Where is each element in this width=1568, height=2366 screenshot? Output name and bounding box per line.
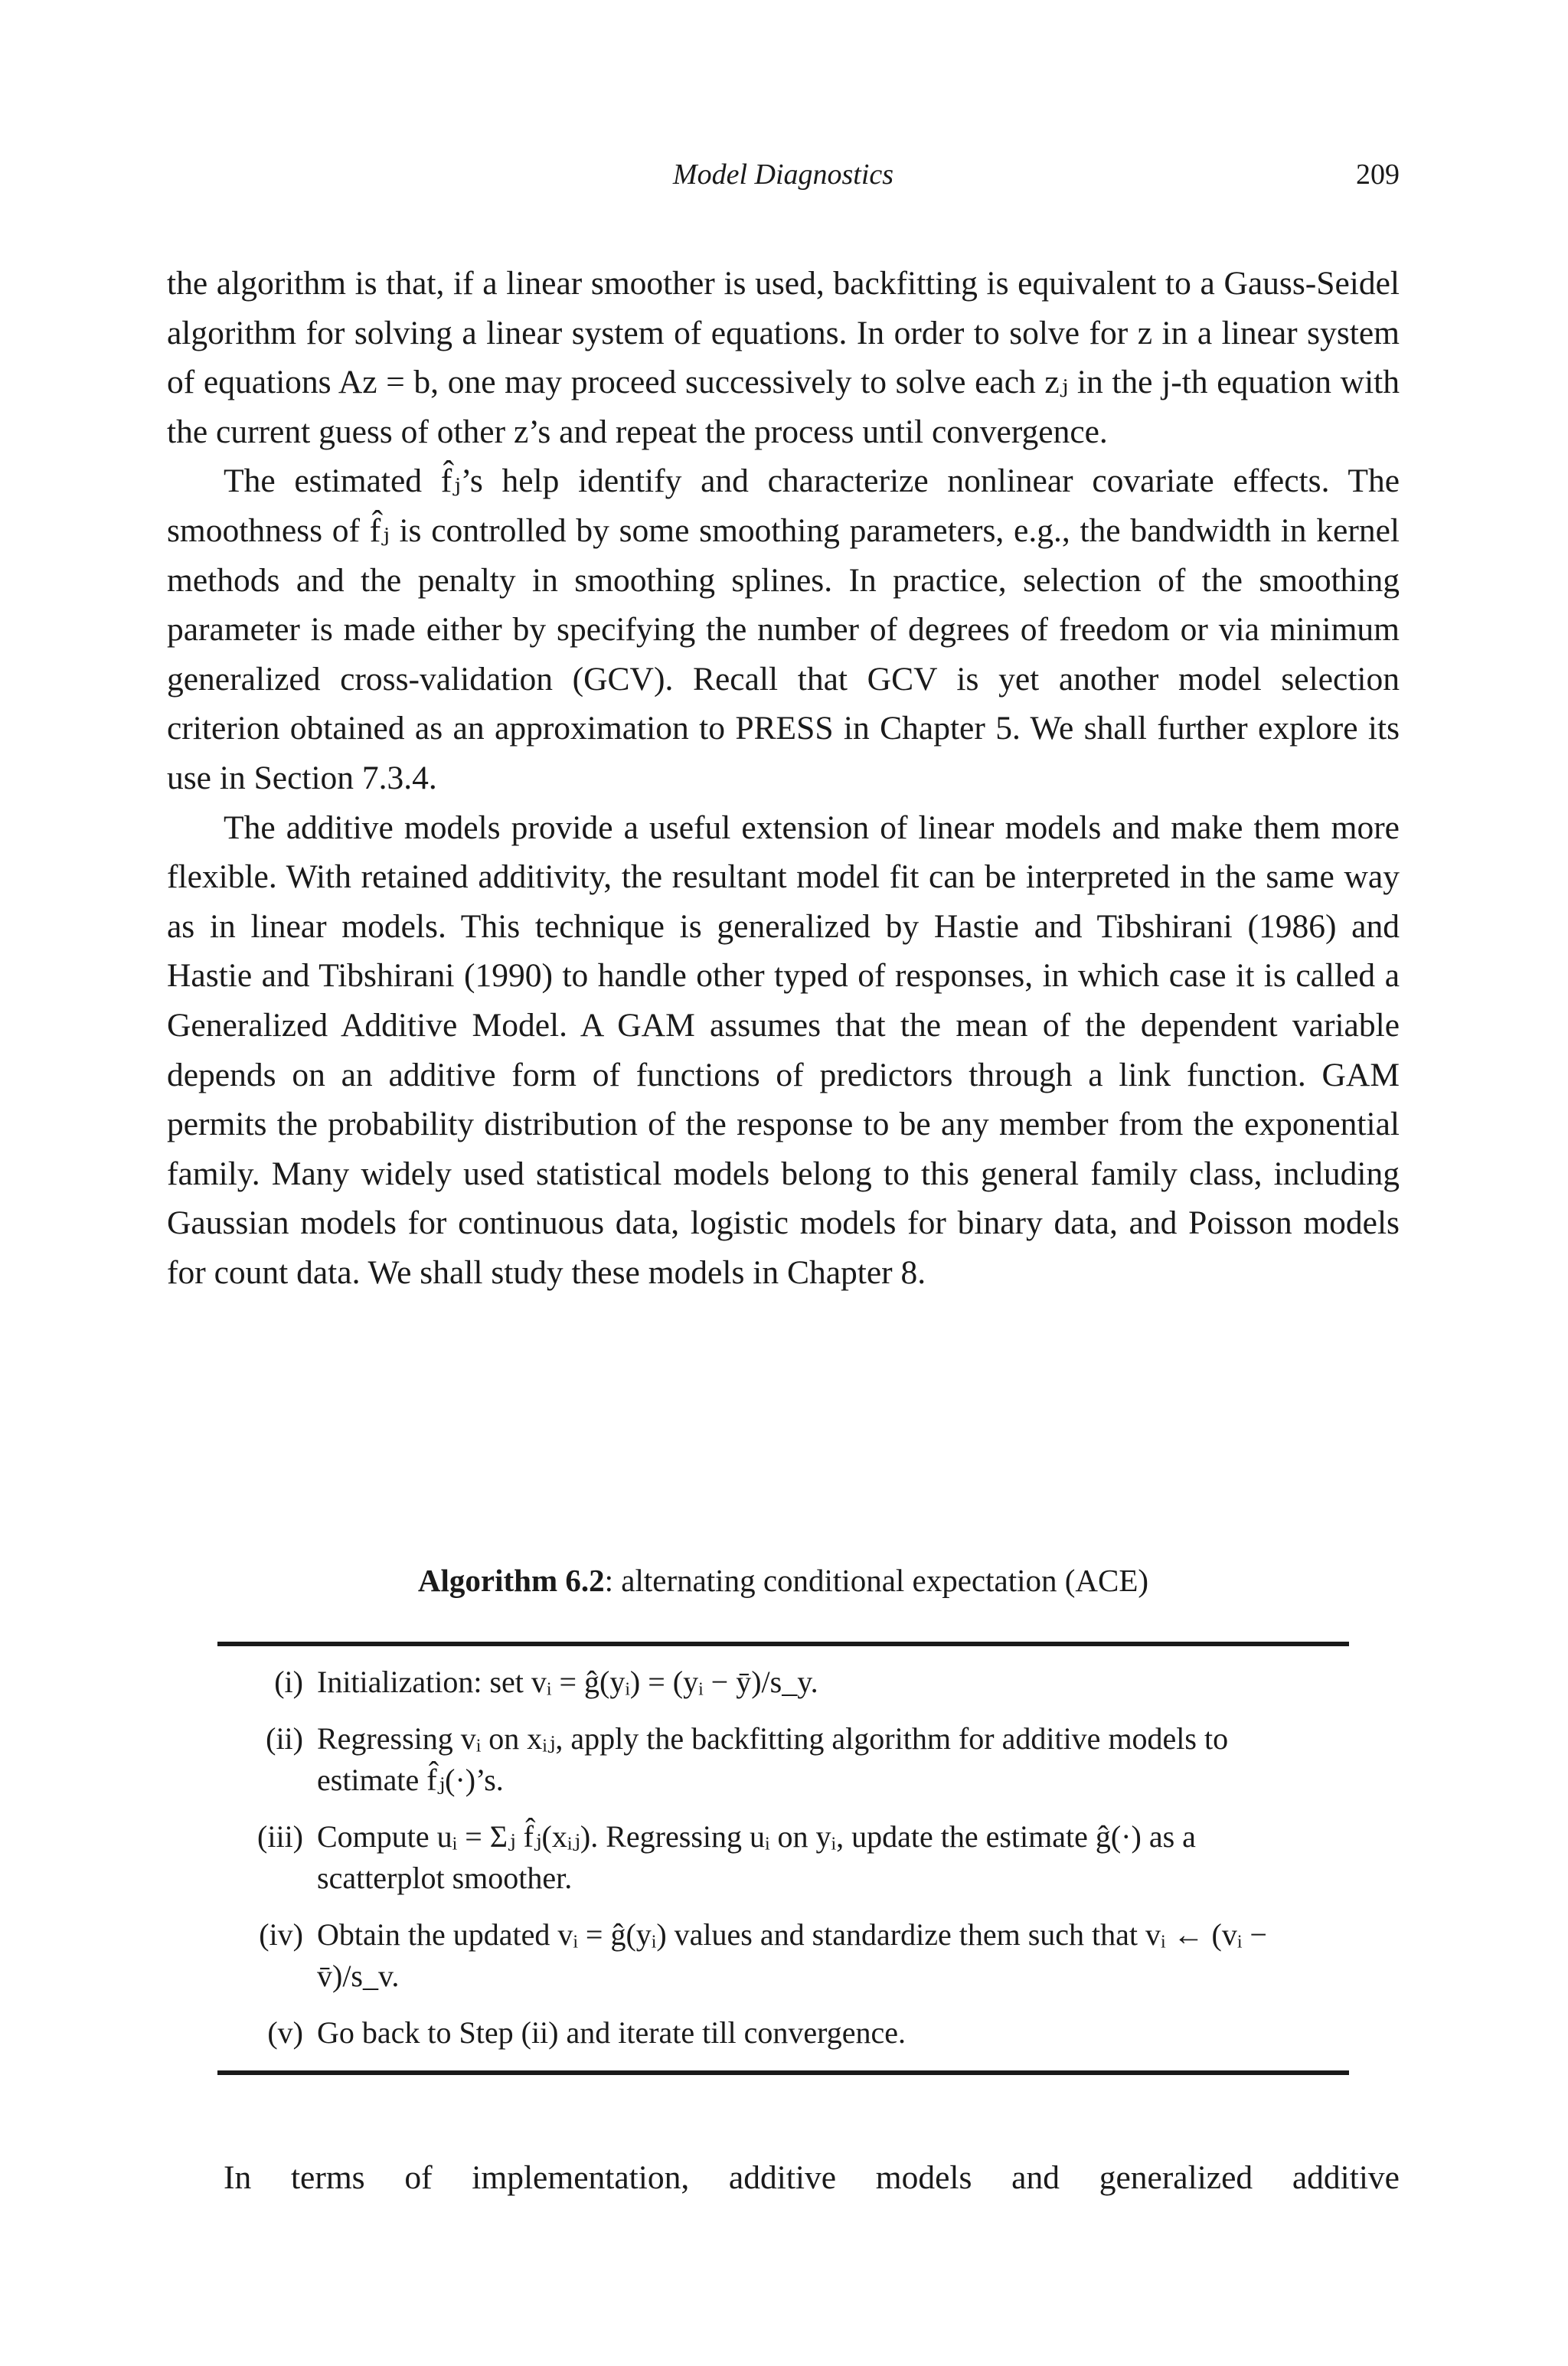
page: [167, 0, 1400, 2366]
paragraph-1: the algorithm is that, if a linear smoother is used, backfitting is equivalent to a Gauss-Seidel algorithm for solving a linear system of equations. In order to solve for z in a linear system of equations Az = b, one may proceed successively to solve each zⱼ in the j-th equation with the current guess of other z’s and repeat the process until convergence.: [167, 265, 1400, 450]
page-number: 209: [1356, 158, 1400, 191]
running-head: [167, 158, 1400, 196]
step-number: (ii): [266, 1721, 303, 1756]
step-number: (i): [274, 1665, 303, 1699]
algorithm-step: [217, 1662, 1349, 1703]
step-number: (iii): [257, 1819, 303, 1854]
algorithm-step: [217, 1816, 1349, 1899]
step-text: Initialization: set vᵢ = ĝ(yᵢ) = (yᵢ − ȳ)/s_y.: [317, 1665, 818, 1699]
continuation-paragraph: In terms of implementation, additive models and generalized additive: [224, 2159, 1400, 2196]
algorithm-step: [217, 2012, 1349, 2054]
algorithm-box: [217, 1642, 1349, 2075]
algorithm-step: [217, 1914, 1349, 1997]
step-number: (v): [267, 2015, 303, 2050]
step-text: Go back to Step (ii) and iterate till convergence.: [317, 2015, 906, 2050]
paragraph-3: The additive models provide a useful extension of linear models and make them more flexible. With retained additivity, the resultant model fit can be interpreted in the same way as in linear models. This technique is generalized by Hastie and Tibshirani (1986) and Hastie and Tibshirani (1990) to handle other typed of responses, in which case it is called a Generalized Additive Model. A GAM assumes that the mean of the dependent variable depends on an additive form of functions of predictors through a link function. GAM permits the probability distribution of the response to be any member from the exponential family. Many widely used statistical models belong to this general family class, including Gaussian models for continuous data, logistic models for binary data, and Poisson models for count data. We shall study these models in Chapter 8.: [167, 809, 1400, 1291]
body-text: [167, 259, 1400, 1297]
step-text: Regressing vᵢ on xᵢⱼ, apply the backfitting algorithm for additive models to estimate f̂ⱼ(·)’s.: [317, 1721, 1229, 1797]
step-number: (iv): [259, 1917, 303, 1952]
algorithm-caption: [167, 1562, 1400, 1599]
running-title: Model Diagnostics: [672, 158, 894, 191]
algorithm-caption-text: : alternating conditional expectation (ACE): [604, 1563, 1149, 1598]
step-text: Compute uᵢ = Σⱼ f̂ⱼ(xᵢⱼ). Regressing uᵢ on yᵢ, update the estimate ĝ(·) as a scatterplot smoother.: [317, 1819, 1196, 1895]
paragraph-2: The estimated f̂ⱼ’s help identify and characterize nonlinear covariate effects. The smoothness of f̂ⱼ is controlled by some smoothing parameters, e.g., the bandwidth in kernel methods and the penalty in smoothing splines. In practice, selection of the smoothing parameter is made either by specifying the number of degrees of freedom or via minimum generalized cross-validation (GCV). Recall that GCV is yet another model selection criterion obtained as an approximation to PRESS in Chapter 5. We shall further explore its use in Section 7.3.4.: [167, 462, 1400, 796]
step-text: Obtain the updated vᵢ = ĝ(yᵢ) values and standardize them such that vᵢ ← (vᵢ − v̄)/s_v.: [317, 1917, 1267, 1993]
algorithm-label: Algorithm 6.2: [417, 1563, 605, 1598]
algorithm-step: [217, 1718, 1349, 1801]
